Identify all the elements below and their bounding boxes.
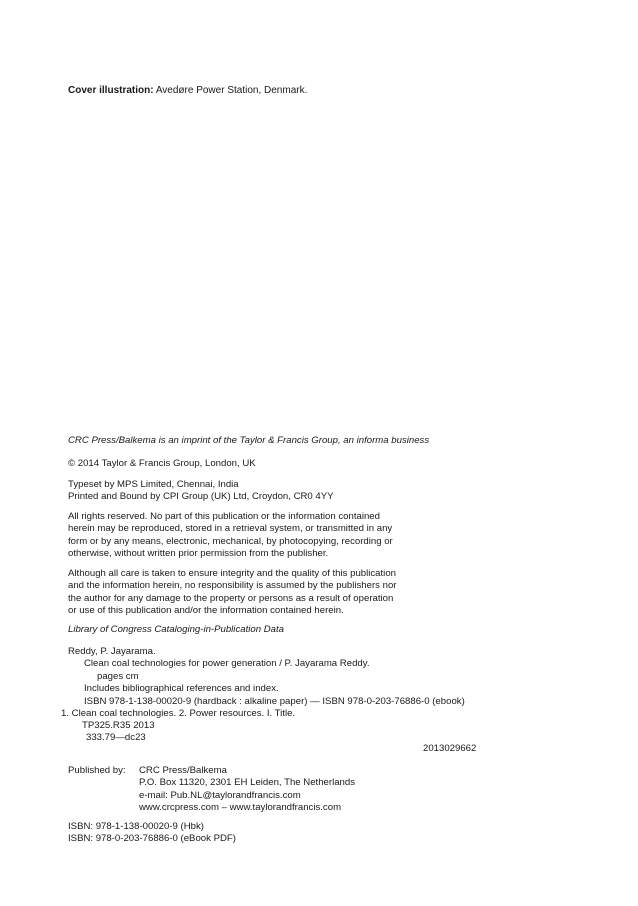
- publisher-block: [68, 765, 528, 815]
- rights-line: otherwise, without written prior permission from the publisher.: [68, 548, 329, 560]
- cip-lccn: 2013029662: [423, 743, 477, 754]
- publisher-name: CRC Press/Balkema: [139, 765, 227, 776]
- printed-line: Printed and Bound by CPI Group (UK) Ltd, Croydon, CR0 4YY: [68, 491, 334, 503]
- cip-lcc: TP325.R35 2013: [82, 720, 155, 731]
- cip-isbn: ISBN 978-1-138-00020-9 (hardback : alkaline paper) — ISBN 978-0-203-76886-0 (ebook): [84, 695, 465, 707]
- isbn-list: [68, 821, 508, 846]
- rights-line: form or by any means, electronic, mechanical, by photocopying, recording or: [68, 535, 393, 547]
- cover-label: Cover illustration:: [68, 85, 154, 96]
- publisher-address: P.O. Box 11320, 2301 EH Leiden, The Netherlands: [139, 777, 356, 789]
- disclaimer-line: and the information herein, no responsibility is assumed by the publishers nor: [68, 580, 397, 592]
- cover-illustration-credit: [68, 85, 307, 97]
- imprint-statement: CRC Press/Balkema is an imprint of the Taylor & Francis Group, an informa business: [68, 435, 430, 446]
- cip-ddc: 333.79—dc23: [86, 732, 146, 743]
- cip-subjects: 1. Clean coal technologies. 2. Power resources. I. Title.: [61, 708, 296, 719]
- publisher-websites: www.crcpress.com – www.taylorandfrancis.com: [139, 802, 342, 814]
- disclaimer-line: Although all care is taken to ensure integrity and the quality of this publication: [68, 568, 396, 579]
- rights-line: herein may be reproduced, stored in a retrieval system, or transmitted in any: [68, 523, 393, 535]
- cip-author: Reddy, P. Jayarama.: [68, 646, 156, 657]
- cip-includes: Includes bibliographical references and index.: [84, 683, 279, 695]
- cover-text: Avedøre Power Station, Denmark.: [155, 85, 308, 96]
- disclaimer-line: or use of this publication and/or the information contained herein.: [68, 605, 344, 617]
- typeset-line: Typeset by MPS Limited, Chennai, India: [68, 479, 239, 490]
- cip-title: Clean coal technologies for power generation / P. Jayarama Reddy.: [84, 658, 370, 670]
- isbn-ebook: ISBN: 978-0-203-76886-0 (eBook PDF): [68, 833, 236, 845]
- typeset-info: [68, 479, 508, 504]
- rights-paragraph: [68, 511, 508, 561]
- loc-heading: Library of Congress Cataloging-in-Publication Data: [68, 624, 284, 635]
- cip-pages: pages cm: [97, 670, 139, 682]
- copyright-notice: © 2014 Taylor & Francis Group, London, UK: [68, 458, 256, 469]
- isbn-hbk: ISBN: 978-1-138-00020-9 (Hbk): [68, 821, 204, 832]
- disclaimer-line: the author for any damage to the property or persons as a result of operation: [68, 592, 394, 604]
- rights-line: All rights reserved. No part of this publication or the information contained: [68, 511, 380, 522]
- disclaimer-paragraph: [68, 568, 508, 618]
- publisher-email: e-mail: Pub.NL@taylorandfrancis.com: [139, 789, 301, 801]
- publisher-label: Published by:: [68, 765, 126, 776]
- cip-record: [68, 646, 548, 708]
